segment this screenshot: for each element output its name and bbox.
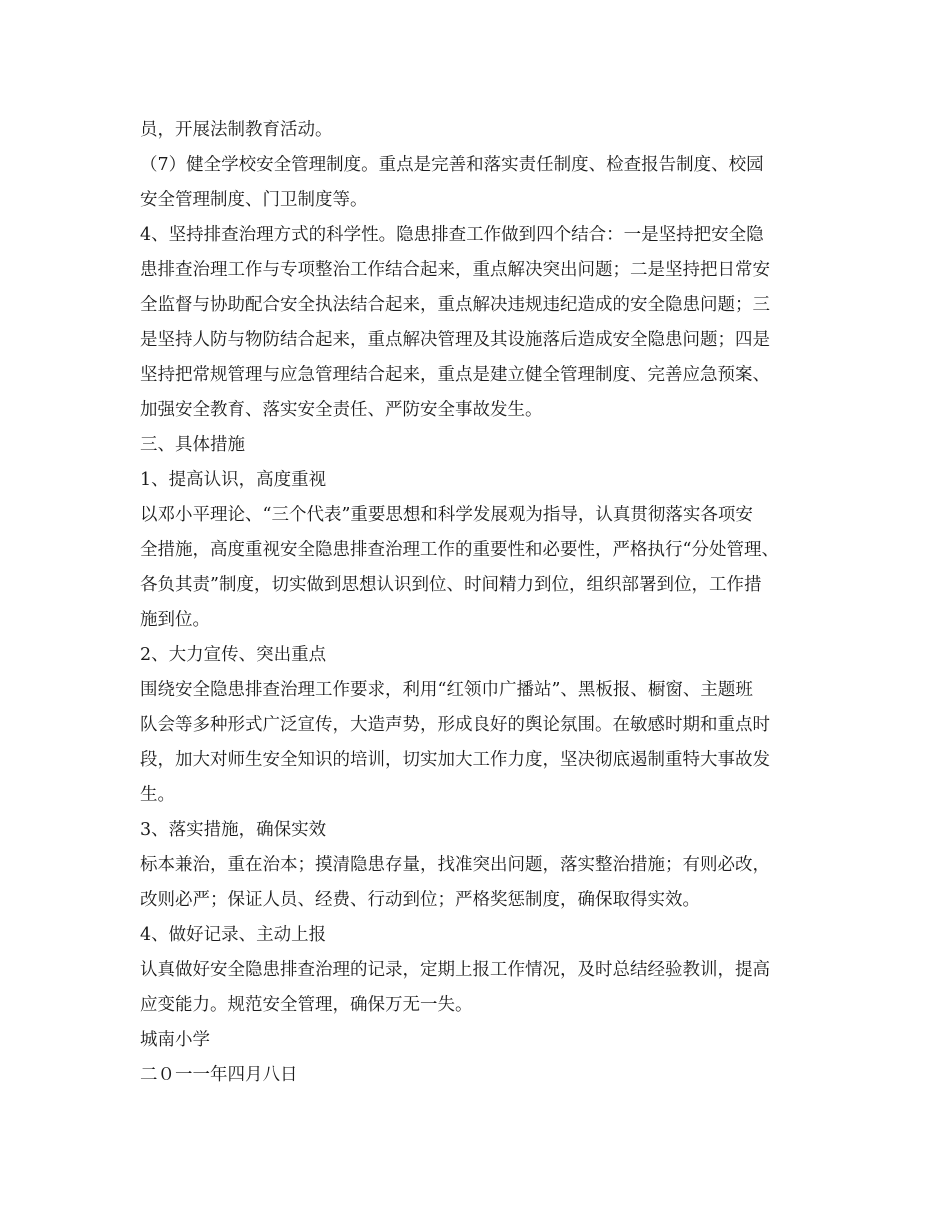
text-line: 全监督与协助配合安全执法结合起来，重点解决违规违纪造成的安全隐患问题；三 xyxy=(140,295,770,315)
text-line: 加强安全教育、落实安全责任、严防安全事故发生。 xyxy=(140,400,543,420)
signature-school: 城南小学 xyxy=(140,1030,210,1050)
text-line: 围绕安全隐患排查治理工作要求，利用“红领巾广播站”、黑板报、橱窗、主题班 xyxy=(140,680,753,700)
text-line: 标本兼治，重在治本；摸清隐患存量，找准突出问题，落实整治措施；有则必改， xyxy=(140,855,770,875)
text-line: 认真做好安全隐患排查治理的记录，定期上报工作情况，及时总结经验教训，提高 xyxy=(140,960,770,980)
text-line: 4、坚持排查治理方式的科学性。隐患排查工作做到四个结合：一是坚持把安全隐 xyxy=(140,225,764,245)
subsection-heading: 4、做好记录、主动上报 xyxy=(140,925,327,945)
text-line: 坚持把常规管理与应急管理结合起来，重点是建立健全管理制度、完善应急预案、 xyxy=(140,365,770,385)
text-line: 员，开展法制教育活动。 xyxy=(140,120,333,140)
text-line: 段，加大对师生安全知识的培训，切实加大工作力度，坚决彻底遏制重特大事故发 xyxy=(140,750,770,770)
text-line: 改则必严；保证人员、经费、行动到位；严格奖惩制度，确保取得实效。 xyxy=(140,890,700,910)
signature-date: 二０一一年四月八日 xyxy=(140,1065,298,1085)
text-line: 全措施，高度重视安全隐患排查治理工作的重要性和必要性，严格执行“分处管理、 xyxy=(140,540,779,560)
text-line: 生。 xyxy=(140,785,175,805)
subsection-heading: 2、大力宣传、突出重点 xyxy=(140,645,327,665)
text-line: 安全管理制度、门卫制度等。 xyxy=(140,190,368,210)
document-body xyxy=(140,113,820,1093)
text-line: （7）健全学校安全管理制度。重点是完善和落实责任制度、检查报告制度、校园 xyxy=(140,155,764,175)
text-line: 患排查治理工作与专项整治工作结合起来，重点解决突出问题；二是坚持把日常安 xyxy=(140,260,770,280)
subsection-heading: 1、提高认识，高度重视 xyxy=(140,470,327,490)
text-line: 是坚持人防与物防结合起来，重点解决管理及其设施落后造成安全隐患问题；四是 xyxy=(140,330,770,350)
text-line: 以邓小平理论、“三个代表”重要思想和科学发展观为指导，认真贯彻落实各项安 xyxy=(140,505,753,525)
text-line: 应变能力。规范安全管理，确保万无一失。 xyxy=(140,995,473,1015)
subsection-heading: 3、落实措施，确保实效 xyxy=(140,820,327,840)
text-line: 各负其责”制度，切实做到思想认识到位、时间精力到位，组织部署到位，工作措 xyxy=(140,575,762,595)
text-line: 队会等多种形式广泛宣传，大造声势，形成良好的舆论氛围。在敏感时期和重点时 xyxy=(140,715,770,735)
text-line: 施到位。 xyxy=(140,610,210,630)
section-heading: 三、具体措施 xyxy=(140,435,245,455)
